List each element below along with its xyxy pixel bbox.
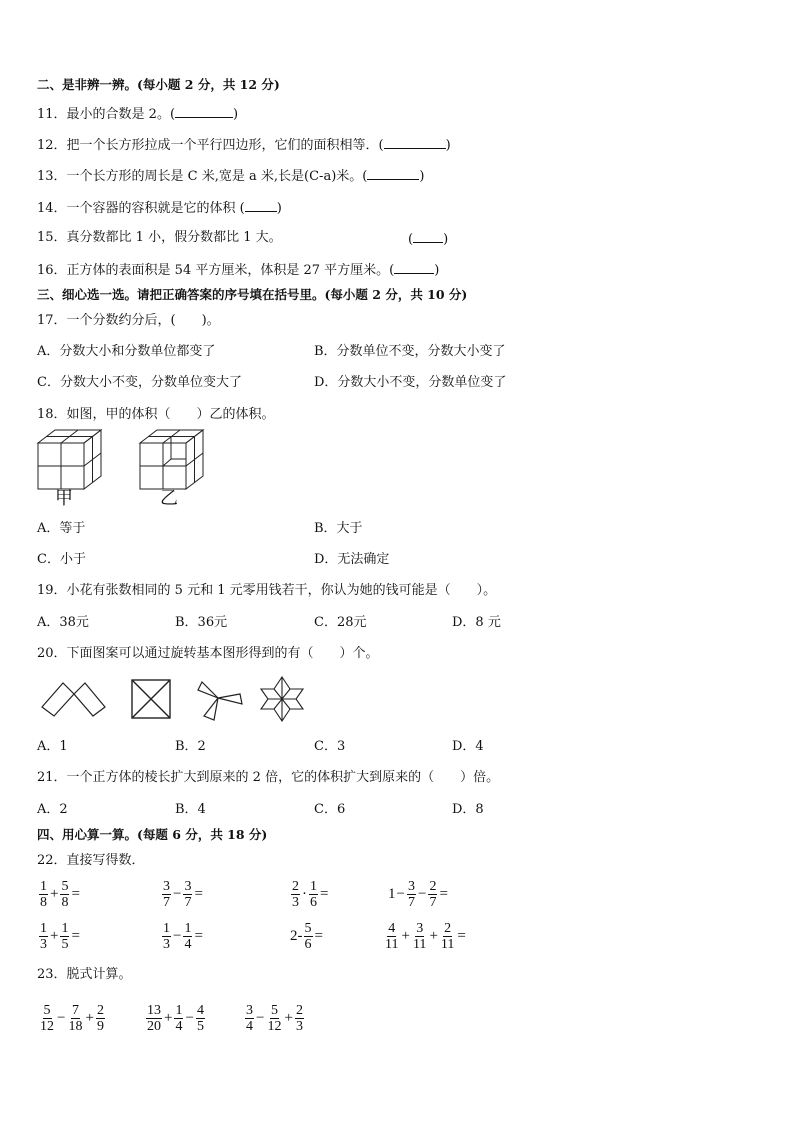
- paren-close: ): [443, 232, 449, 247]
- answer-blank[interactable]: [384, 135, 446, 149]
- expr-22-7: 2- $\frac{5}{6}$ =: [290, 921, 323, 952]
- question-23-stem: 23．脱式计算。: [37, 967, 132, 982]
- fraction: $\frac{1}{4}$: [184, 921, 192, 952]
- expr-22-6: $\frac{1}{3}$ − $\frac{1}{4}$ =: [163, 921, 203, 952]
- pattern-4-figure: [260, 676, 304, 722]
- fraction: $\frac{1}{3}$: [40, 921, 47, 952]
- section-4-title: 四、用心算一算。(每题 6 分，共 18 分): [37, 827, 268, 842]
- fraction: $\frac{1}{4}$: [175, 1003, 183, 1034]
- q18-option-d[interactable]: D．无法确定: [314, 552, 390, 567]
- fraction: $\frac{1}{8}$: [40, 879, 47, 910]
- fraction: $\frac{13}{20}$: [147, 1003, 161, 1034]
- answer-blank[interactable]: [394, 260, 434, 274]
- q21-option-d[interactable]: D．8: [452, 802, 484, 817]
- answer-blank[interactable]: [367, 166, 419, 180]
- section-2-title: 二、是非辨一辨。(每小题 2 分，共 12 分): [37, 77, 280, 92]
- q18-option-a[interactable]: A．等于: [37, 521, 86, 536]
- question-15-answer: [408, 229, 448, 249]
- expr-22-1: $\frac{1}{8}$ + $\frac{5}{8}$ =: [40, 879, 80, 910]
- fraction: $\frac{1}{6}$: [310, 879, 317, 910]
- question-18-stem: 18．如图，甲的体积（ ）乙的体积。: [37, 407, 275, 422]
- expr-22-4: 1 − $\frac{3}{7}$ − $\frac{2}{7}$ =: [388, 879, 448, 910]
- expr-23-2: $\frac{13}{20}$ + $\frac{1}{4}$ − $\frac{4}{5}$: [147, 1003, 204, 1034]
- fraction: $\frac{3}{7}$: [407, 879, 415, 910]
- question-15: [37, 229, 282, 247]
- q17-option-d[interactable]: D．分数大小不变，分数单位变了: [314, 375, 507, 390]
- paren-close: ): [276, 201, 282, 216]
- pattern-1-figure: [42, 676, 106, 718]
- question-16: [37, 260, 439, 280]
- q19-option-b[interactable]: B．36元: [175, 615, 228, 630]
- question-17-stem: 17．一个分数约分后，( )。: [37, 313, 220, 328]
- fraction: $\frac{2}{7}$: [429, 879, 437, 910]
- q19-option-d[interactable]: D．8 元: [452, 615, 501, 630]
- q18-option-c[interactable]: C．小于: [37, 552, 86, 567]
- expr-23-1: $\frac{5}{12}$ − $\frac{7}{18}$ + $\frac{2}{9}$: [40, 1003, 104, 1034]
- fraction: $\frac{2}{3}$: [295, 1003, 303, 1034]
- answer-blank[interactable]: [175, 104, 233, 118]
- fraction: $\frac{2}{3}$: [292, 879, 299, 910]
- q21-option-a[interactable]: A．2: [37, 802, 68, 817]
- pattern-3-figure: [196, 680, 244, 722]
- paren-close: ): [434, 263, 440, 278]
- q17-option-c[interactable]: C．分数大小不变，分数单位变大了: [37, 375, 242, 390]
- fraction: $\frac{4}{5}$: [196, 1003, 204, 1034]
- question-13: [37, 166, 424, 186]
- question-text: 12．把一个长方形拉成一个平行四边形，它们的面积相等．(: [37, 138, 384, 153]
- fraction: $\frac{7}{18}$: [68, 1003, 83, 1034]
- q20-option-b[interactable]: B．2: [175, 739, 206, 754]
- q21-option-b[interactable]: B．4: [175, 802, 206, 817]
- question-11: [37, 104, 238, 124]
- paren-open: (: [408, 232, 414, 247]
- fraction: $\frac{3}{11}$: [412, 921, 427, 952]
- question-text: 11．最小的合数是 2。(: [37, 107, 176, 122]
- answer-blank[interactable]: [413, 229, 443, 243]
- fraction: $\frac{4}{11}$: [385, 921, 399, 952]
- expr-22-8: $\frac{4}{11}$ + $\frac{3}{11}$ + $\frac{2}{11}$ =: [385, 921, 466, 952]
- label-jia: 甲: [55, 488, 73, 509]
- cube-figure-yi: [140, 430, 206, 492]
- question-12: [37, 135, 451, 155]
- q19-option-c[interactable]: C．28元: [314, 615, 367, 630]
- q17-option-b[interactable]: B．分数单位不变，分数大小变了: [314, 344, 506, 359]
- fraction: $\frac{5}{6}$: [304, 921, 312, 952]
- q21-option-c[interactable]: C．6: [314, 802, 346, 817]
- paren-close: ): [419, 169, 425, 184]
- q20-option-c[interactable]: C．3: [314, 739, 346, 754]
- fraction: $\frac{5}{12}$: [267, 1003, 282, 1034]
- expr-22-2: $\frac{3}{7}$ − $\frac{3}{7}$ =: [163, 879, 203, 910]
- fraction: $\frac{3}{7}$: [184, 879, 192, 910]
- expr-22-3: $\frac{2}{3}$ · $\frac{1}{6}$ =: [292, 879, 329, 910]
- question-text: 13．一个长方形的周长是 C 米,宽是 a 米,长是(C-a)米。(: [37, 169, 368, 184]
- question-text: 16．正方体的表面积是 54 平方厘米，体积是 27 平方厘米。(: [37, 263, 395, 278]
- fraction: $\frac{5}{12}$: [40, 1003, 54, 1034]
- fraction: $\frac{2}{11}$: [440, 921, 455, 952]
- pattern-2-figure: [131, 679, 171, 719]
- cube-figure-jia: [38, 430, 104, 492]
- expr-23-3: $\frac{3}{4}$ − $\frac{5}{12}$ + $\frac{2}{3}$: [246, 1003, 303, 1034]
- question-21-stem: 21．一个正方体的棱长扩大到原来的 2 倍，它的体积扩大到原来的（ ）倍。: [37, 770, 500, 785]
- question-text: 15．真分数都比 1 小，假分数都比 1 大。: [37, 230, 282, 245]
- section-3-title: 三、细心选一选。请把正确答案的序号填在括号里。(每小题 2 分，共 10 分): [37, 287, 468, 302]
- paren-close: ): [233, 107, 239, 122]
- answer-blank[interactable]: [245, 198, 277, 212]
- q19-option-a[interactable]: A．38元: [37, 615, 89, 630]
- question-20-stem: 20．下面图案可以通过旋转基本图形得到的有（ ）个。: [37, 646, 379, 661]
- question-22-stem: 22．直接写得数．: [37, 853, 145, 868]
- fraction: $\frac{3}{7}$: [163, 879, 170, 910]
- fraction: $\frac{1}{5}$: [61, 921, 69, 952]
- paren-close: ): [445, 138, 451, 153]
- question-14: [37, 198, 282, 218]
- label-yi: 乙: [160, 488, 178, 509]
- fraction: $\frac{5}{8}$: [61, 879, 69, 910]
- fraction: $\frac{3}{4}$: [246, 1003, 253, 1034]
- q20-option-a[interactable]: A．1: [37, 739, 68, 754]
- q18-option-b[interactable]: B．大于: [314, 521, 363, 536]
- q17-option-a[interactable]: A．分数大小和分数单位都变了: [37, 344, 216, 359]
- question-text: 14．一个容器的容积就是它的体积 (: [37, 201, 245, 216]
- question-19-stem: 19．小花有张数相同的 5 元和 1 元零用钱若干，你认为她的钱可能是（ ）。: [37, 583, 497, 598]
- expr-22-5: $\frac{1}{3}$ + $\frac{1}{5}$ =: [40, 921, 80, 952]
- fraction: $\frac{2}{9}$: [96, 1003, 104, 1034]
- q20-option-d[interactable]: D．4: [452, 739, 484, 754]
- fraction: $\frac{1}{3}$: [163, 921, 170, 952]
